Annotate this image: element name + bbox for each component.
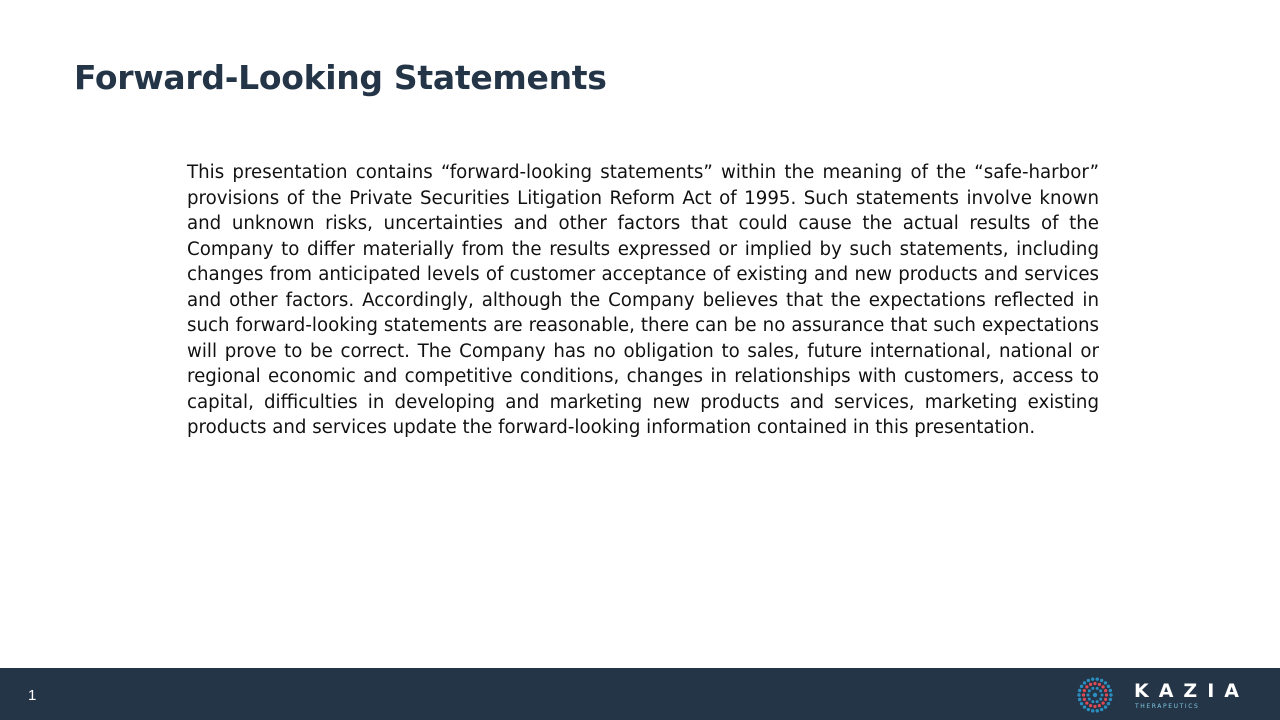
footer-bar <box>0 668 1280 720</box>
company-logo <box>1076 676 1248 714</box>
kazia-dotted-circle-logo-icon <box>1076 676 1114 714</box>
page-number: 1 <box>28 687 37 704</box>
logo-wordmark: KAZIA <box>1134 680 1249 702</box>
slide-title: Forward-Looking Statements <box>74 58 607 97</box>
logo-tagline: THERAPEUTICS <box>1135 703 1200 710</box>
forward-looking-statement-text: This presentation contains “forward-looking statements” within the meaning of the “safe-harbor” provisions of the Private Securities Litigation Reform Act of 1995. Such statements involve known and unknown risks, uncertainties and other factors that could cause the actual results of the Company to differ materially from the results expressed or implied by such statements, including changes from anticipated levels of customer acceptance of existing and new products and services and other factors. Accordingly, although the Company believes that the expectations reflected in such forward-looking statements are reasonable, there can be no assurance that such expectations will prove to be correct. The Company has no obligation to sales, future international, national or regional economic and competitive conditions, changes in relationships with customers, access to capital, difficulties in developing and marketing new products and services, marketing existing products and services update the forward-looking information contained in this presentation. <box>187 162 1099 438</box>
